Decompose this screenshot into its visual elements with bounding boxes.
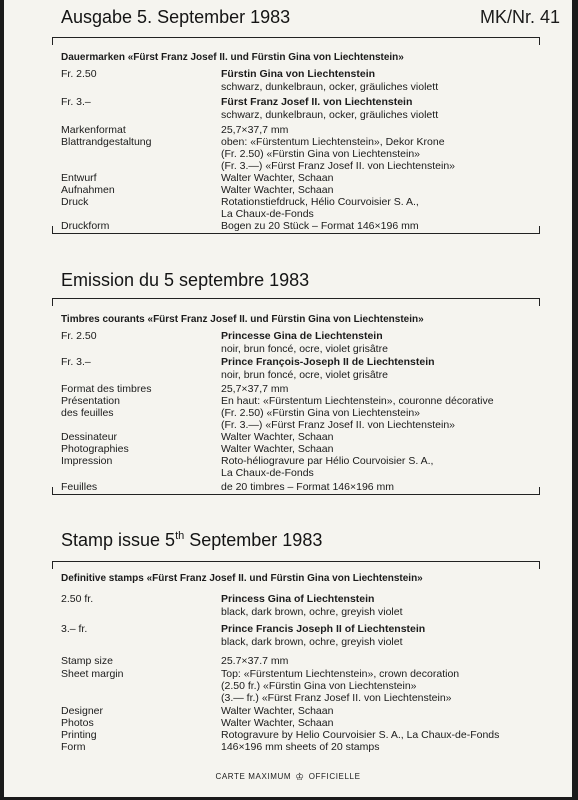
- detail-value: Roto-héliogravure par Hélio Courvoisier S. A.,: [221, 455, 434, 467]
- detail-value: black, dark brown, ochre, greyish violet: [221, 636, 403, 648]
- document-page: [4, 0, 572, 797]
- divider-top-fr: [52, 298, 540, 299]
- detail-value: noir, brun foncé, ocre, violet grisâtre: [221, 343, 388, 355]
- title-superscript: th: [175, 530, 185, 542]
- detail-value: Walter Wachter, Schaan: [221, 705, 334, 717]
- detail-label: Fr. 2.50: [61, 68, 97, 80]
- detail-value: Prince Francis Joseph II of Liechtenstein: [221, 623, 426, 635]
- divider-bottom-de: [52, 233, 540, 234]
- detail-label: 3.– fr.: [61, 623, 88, 635]
- detail-label: Fr. 3.–: [61, 96, 91, 108]
- detail-value: Walter Wachter, Schaan: [221, 431, 334, 443]
- section-title-de: Ausgabe 5. September 1983: [61, 7, 291, 27]
- crown-icon: ♔: [295, 772, 305, 783]
- detail-label: Présentation: [61, 395, 120, 407]
- detail-value: schwarz, dunkelbraun, ocker, gräuliches violett: [221, 109, 439, 121]
- bracket-right-fr: [539, 298, 540, 306]
- detail-label: Feuilles: [61, 481, 98, 493]
- detail-label: Impression: [61, 455, 113, 467]
- detail-value: 146×196 mm sheets of 20 stamps: [221, 741, 380, 753]
- detail-value: Rotationstiefdruck, Hélio Courvoisier S. A.,: [221, 196, 419, 208]
- detail-value: Princesse Gina de Liechtenstein: [221, 330, 383, 342]
- detail-value: Walter Wachter, Schaan: [221, 717, 334, 729]
- detail-value: Bogen zu 20 Stück – Format 146×196 mm: [221, 220, 419, 232]
- detail-label: Druck: [61, 196, 89, 208]
- detail-value: (Fr. 2.50) «Fürstin Gina von Liechtenstein»: [221, 148, 421, 160]
- detail-value: schwarz, dunkelbraun, ocker, gräuliches violett: [221, 81, 439, 93]
- detail-label: Designer: [61, 705, 104, 717]
- detail-value: de 20 timbres – Format 146×196 mm: [221, 481, 395, 493]
- detail-value: 25,7×37,7 mm: [221, 383, 289, 395]
- detail-value: Walter Wachter, Schaan: [221, 443, 334, 455]
- detail-label: Druckform: [61, 220, 110, 232]
- bracket-right-de: [539, 37, 540, 45]
- detail-value: Fürst Franz Josef II. von Liechtenstein: [221, 96, 413, 108]
- bracket-left-en: [52, 561, 53, 569]
- detail-value: black, dark brown, ochre, greyish violet: [221, 606, 403, 618]
- detail-value: noir, brun foncé, ocre, violet grisâtre: [221, 369, 388, 381]
- detail-value: La Chaux-de-Fonds: [221, 208, 314, 220]
- detail-label: des feuilles: [61, 407, 114, 419]
- detail-label: Printing: [61, 729, 97, 741]
- detail-value: Walter Wachter, Schaan: [221, 184, 334, 196]
- detail-value: Princess Gina of Liechtenstein: [221, 593, 375, 605]
- divider-top-en: [52, 561, 540, 562]
- detail-label: Blattrandgestaltung: [61, 136, 152, 148]
- detail-label: Form: [61, 741, 86, 753]
- section-subtitle-fr: Timbres courants «Fürst Franz Josef II. und Fürstin Gina von Liechtenstein»: [61, 314, 424, 325]
- detail-label: Dessinateur: [61, 431, 118, 443]
- title-text: Stamp issue 5: [61, 530, 176, 550]
- detail-label: Stamp size: [61, 655, 113, 667]
- bracket-right-en: [539, 561, 540, 569]
- footer-right: OFFICIELLE: [308, 772, 361, 781]
- title-text: September 1983: [184, 530, 323, 550]
- section-subtitle-en: Definitive stamps «Fürst Franz Josef II. und Fürstin Gina von Liechtenstein»: [61, 573, 423, 584]
- detail-value: Prince François-Joseph II de Liechtenstein: [221, 356, 435, 368]
- detail-value: Top: «Fürstentum Liechtenstein», crown decoration: [221, 668, 460, 680]
- divider-bottom-fr: [52, 494, 540, 495]
- detail-value: 25,7×37,7 mm: [221, 124, 289, 136]
- detail-value: 25.7×37.7 mm: [221, 655, 289, 667]
- detail-value: (Fr. 3.—) «Fürst Franz Josef II. von Liechtenstein»: [221, 419, 456, 431]
- detail-value: (3.— fr.) «Fürst Franz Josef II. von Liechtenstein»: [221, 692, 452, 704]
- bracket-left-de: [52, 37, 53, 45]
- detail-value: La Chaux-de-Fonds: [221, 467, 314, 479]
- detail-value: En haut: «Fürstentum Liechtenstein», couronne décorative: [221, 395, 494, 407]
- section-title-fr: Emission du 5 septembre 1983: [61, 270, 310, 290]
- detail-value: Walter Wachter, Schaan: [221, 172, 334, 184]
- footer: [4, 772, 572, 783]
- section-title-en: [61, 530, 322, 551]
- detail-value: oben: «Fürstentum Liechtenstein», Dekor Krone: [221, 136, 445, 148]
- footer-left: CARTE MAXIMUM: [215, 772, 292, 781]
- detail-label: Entwurf: [61, 172, 97, 184]
- detail-label: 2.50 fr.: [61, 593, 94, 605]
- detail-value: (Fr. 3.—) «Fürst Franz Josef II. von Liechtenstein»: [221, 160, 456, 172]
- detail-label: Markenformat: [61, 124, 126, 136]
- detail-label: Fr. 3.–: [61, 356, 91, 368]
- bracket-left-fr: [52, 298, 53, 306]
- detail-value: Rotogravure by Helio Courvoisier S. A., La Chaux-de-Fonds: [221, 729, 500, 741]
- section-subtitle-de: Dauermarken «Fürst Franz Josef II. und Fürstin Gina von Liechtenstein»: [61, 52, 404, 63]
- detail-value: (Fr. 2.50) «Fürstin Gina von Liechtenstein»: [221, 407, 421, 419]
- detail-label: Format des timbres: [61, 383, 152, 395]
- detail-value: (2.50 fr.) «Fürstin Gina von Liechtenstein»: [221, 680, 417, 692]
- detail-label: Fr. 2.50: [61, 330, 97, 342]
- detail-label: Photographies: [61, 443, 129, 455]
- catalog-number: MK/Nr. 41: [479, 7, 560, 27]
- detail-value: Fürstin Gina von Liechtenstein: [221, 68, 376, 80]
- detail-label: Sheet margin: [61, 668, 124, 680]
- detail-label: Aufnahmen: [61, 184, 115, 196]
- divider-top-de: [52, 37, 540, 38]
- detail-label: Photos: [61, 717, 94, 729]
